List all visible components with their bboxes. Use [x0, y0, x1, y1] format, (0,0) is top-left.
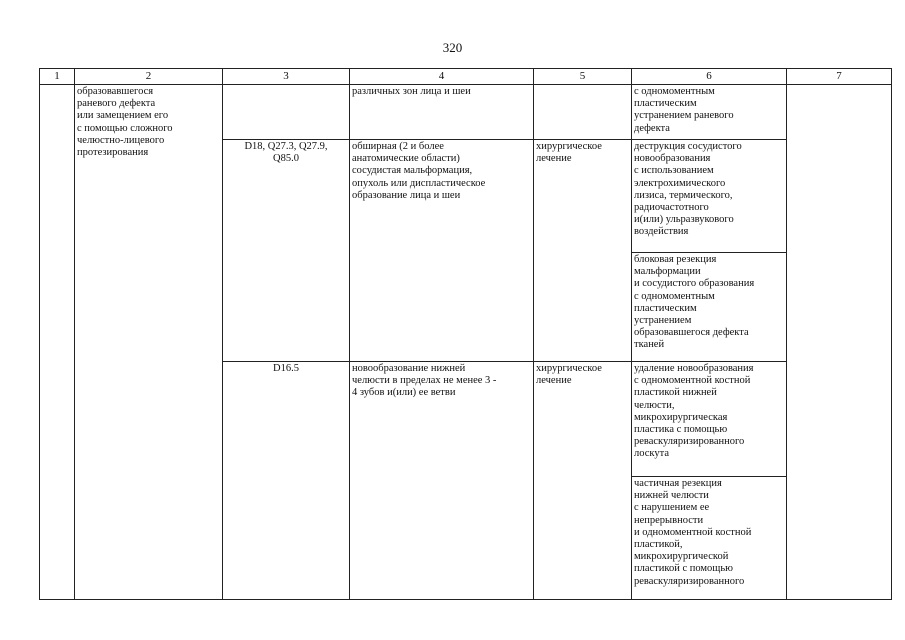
codes-cell: D18, Q27.3, Q27.9, Q85.0	[223, 140, 350, 362]
header-col-7: 7	[787, 69, 892, 85]
method-cell: с одномоментным пластическим устранением раневого дефекта	[632, 85, 787, 140]
header-col-2: 2	[75, 69, 223, 85]
header-col-6: 6	[632, 69, 787, 85]
header-col-5: 5	[534, 69, 632, 85]
codes-cell: D16.5	[223, 362, 350, 600]
col7-cell	[787, 85, 892, 600]
method-cell: частичная резекция нижней челюсти с нарушением ее непрерывности и одномоментной костной пластикой, микрохирургической пластикой с помощью реваскуляризированного	[632, 477, 787, 600]
diagnosis-cell: обширная (2 и более анатомические области) сосудистая мальформация, опухоль или диспластическое образование лица и шеи	[350, 140, 534, 362]
col1-cell	[40, 85, 75, 600]
header-col-1: 1	[40, 69, 75, 85]
treatment-cell: хирургическое лечение	[534, 362, 632, 600]
method-cell: блоковая резекция мальформации и сосудистого образования с одномоментным пластическим устранением образовавшегося дефекта тканей	[632, 253, 787, 362]
treatment-cell	[534, 85, 632, 140]
diagnosis-cell: различных зон лица и шеи	[350, 85, 534, 140]
method-cell: деструкция сосудистого новообразования с использованием электрохимического лизиса, термического, радиочастотного и(или) ульразвукового воздействия	[632, 140, 787, 253]
diagnosis-cell: новообразование нижней челюсти в пределах не менее 3 - 4 зубов и(или) ее ветви	[350, 362, 534, 600]
method-cell: удаление новообразования с одномоментной костной пластикой нижней челюсти, микрохирургическая пластика с помощью реваскуляризированного лоскута	[632, 362, 787, 477]
procedure-name-cell: образовавшегося раневого дефекта или замещением его с помощью сложного челюстно-лицевого протезирования	[75, 85, 223, 600]
medical-procedures-table	[39, 68, 892, 600]
table-row	[40, 85, 892, 140]
page-number: 320	[442, 40, 463, 55]
header-row	[40, 69, 892, 85]
header-col-3: 3	[223, 69, 350, 85]
codes-cell	[223, 85, 350, 140]
header-col-4: 4	[350, 69, 534, 85]
treatment-cell: хирургическое лечение	[534, 140, 632, 362]
